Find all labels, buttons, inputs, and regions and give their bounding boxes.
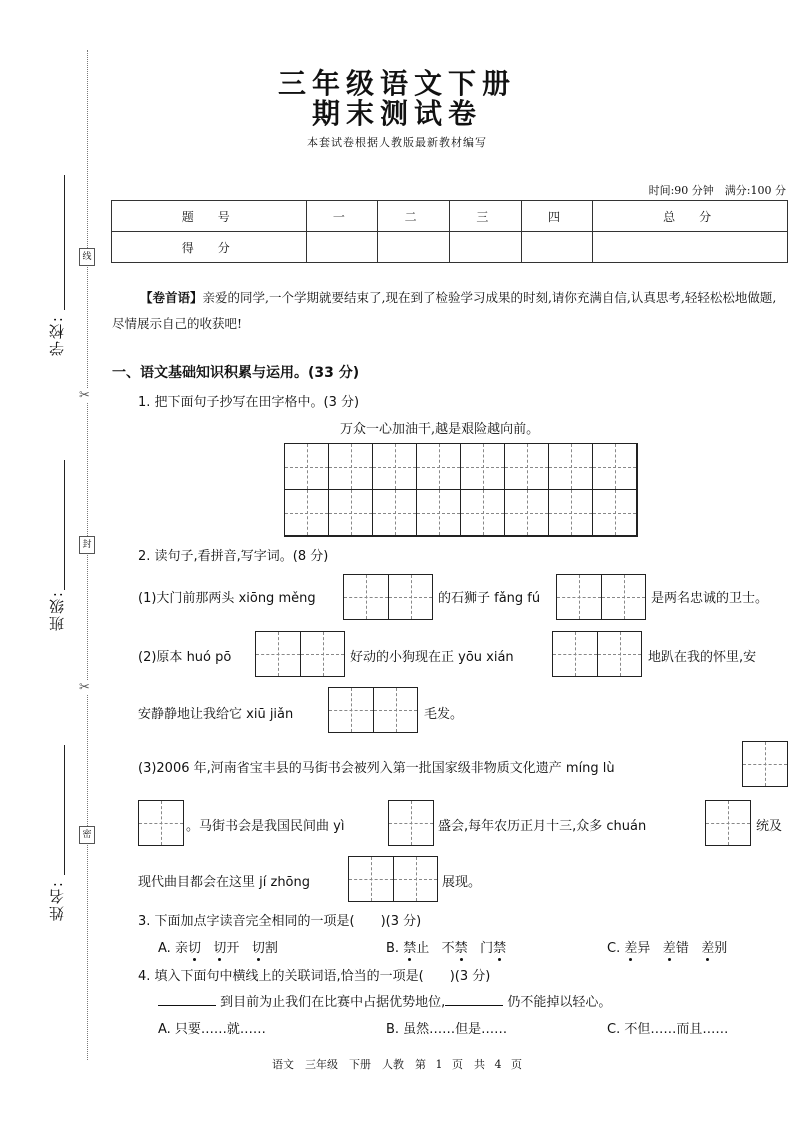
score-input-cell[interactable]	[449, 232, 521, 263]
table-cell: 三	[449, 201, 521, 232]
char: 开	[226, 941, 240, 956]
name-label: 姓名:	[48, 880, 66, 922]
pinyin: fǎng fú	[494, 591, 541, 606]
answer-box[interactable]	[705, 800, 751, 846]
answer-box[interactable]	[552, 631, 642, 677]
grid-cell[interactable]	[373, 444, 417, 490]
q4-option-b[interactable]: B. 虽然……但是……	[386, 1022, 508, 1037]
q2-line-3b: 毛发。	[424, 707, 464, 722]
option-letter: C.	[607, 941, 621, 956]
answer-box[interactable]	[328, 687, 418, 733]
grid-cell[interactable]	[549, 444, 593, 490]
text: 的石狮子	[438, 591, 495, 606]
table-cell: 题 号	[112, 201, 307, 232]
table-row	[112, 201, 788, 232]
text: 到目前为止我们在比赛中占据优势地位,	[216, 995, 446, 1010]
pinyin: xiū jiǎn	[246, 707, 294, 722]
q2-line-5b	[438, 815, 646, 834]
bind-word-xian: 线	[79, 248, 95, 266]
q2-line-1b	[438, 587, 540, 606]
page-footer: 语文 三年级 下册 人教 第 1 页 共 4 页	[272, 1058, 522, 1071]
char: 门	[480, 941, 494, 956]
section-title: 一、语文基础知识积累与运用。(33 分)	[112, 365, 360, 381]
q1-sentence: 万众一心加油干,越是艰险越向前。	[340, 422, 540, 437]
q4-stem: 4. 填入下面句中横线上的关联词语,恰当的一项是( )(3 分)	[138, 969, 491, 984]
q3-option-c[interactable]	[607, 937, 727, 956]
text: 安静静地让我给它	[138, 707, 247, 722]
dotted-char: 切	[187, 941, 201, 956]
q2-stem: 2. 读句子,看拼音,写字词。(8 分)	[138, 549, 329, 564]
q2-line-6b: 展现。	[442, 875, 482, 890]
pinyin: míng lù	[565, 761, 615, 776]
grid-cell[interactable]	[285, 490, 329, 536]
answer-box[interactable]	[138, 800, 184, 846]
q2-line-5	[186, 815, 344, 834]
grid-cell[interactable]	[329, 490, 373, 536]
q2-line-4	[138, 757, 615, 776]
page-title: 三年级语文下册	[277, 67, 516, 100]
pinyin: yōu xián	[458, 650, 514, 665]
fill-blank[interactable]	[445, 1005, 503, 1006]
text: 。马街书会是我国民间曲	[186, 819, 334, 834]
score-input-cell[interactable]	[521, 232, 593, 263]
bind-word-mi: 密	[79, 826, 95, 844]
preface-lead: 【卷首语】	[140, 290, 203, 305]
option-letter: A.	[158, 941, 171, 956]
q3-option-a[interactable]	[158, 937, 278, 956]
q2-line-3	[138, 703, 293, 722]
dotted-char: 切	[213, 941, 227, 956]
q4-sentence	[158, 991, 611, 1010]
answer-box[interactable]	[255, 631, 345, 677]
text: 仍不能掉以轻心。	[503, 995, 612, 1010]
text: 盛会,每年农历正月十三,众多	[438, 819, 607, 834]
pinyin: xiōng měng	[238, 591, 316, 606]
score-input-cell[interactable]	[378, 232, 450, 263]
grid-cell[interactable]	[417, 444, 461, 490]
binding-dotted-line	[87, 50, 88, 1060]
dotted-char: 差	[624, 941, 638, 956]
table-cell: 四	[521, 201, 593, 232]
subtitle: 本套试卷根据人教版最新教材编写	[307, 136, 487, 149]
grid-cell[interactable]	[549, 490, 593, 536]
char: 止	[416, 941, 430, 956]
text: 现代曲目都会在这里	[138, 875, 260, 890]
pinyin: jí zhōng	[259, 875, 311, 890]
scissors-icon: ✂	[79, 388, 90, 403]
exam-meta: 时间:90 分钟 满分:100 分	[648, 184, 786, 197]
q2-line-1	[138, 587, 316, 606]
text: (2)原本	[138, 650, 187, 665]
score-input-cell[interactable]	[593, 232, 788, 263]
char: 不	[441, 941, 455, 956]
text: 好动的小狗现在正	[350, 650, 459, 665]
answer-box[interactable]	[348, 856, 438, 902]
q4-option-c[interactable]: C. 不但……而且……	[607, 1022, 729, 1037]
char: 错	[675, 941, 689, 956]
grid-cell[interactable]	[417, 490, 461, 536]
scissors-icon: ✂	[79, 680, 90, 695]
grid-cell[interactable]	[461, 490, 505, 536]
dotted-char: 差	[662, 941, 676, 956]
q2-line-2b	[350, 646, 514, 665]
q3-stem: 3. 下面加点字读音完全相同的一项是( )(3 分)	[138, 914, 422, 929]
q2-line-1c: 是两名忠诚的卫士。	[651, 591, 769, 606]
q1-stem: 1. 把下面句子抄写在田字格中。(3 分)	[138, 395, 360, 410]
char: 亲	[174, 941, 188, 956]
q4-option-a[interactable]: A. 只要……就……	[158, 1022, 266, 1037]
pinyin: yì	[333, 819, 345, 834]
grid-cell[interactable]	[329, 444, 373, 490]
score-table	[111, 200, 788, 263]
page-title-2: 期末测试卷	[311, 97, 482, 130]
table-cell: 一	[306, 201, 378, 232]
char: 异	[637, 941, 651, 956]
bind-word-feng: 封	[79, 536, 95, 554]
answer-box[interactable]	[343, 574, 433, 620]
name-field[interactable]	[64, 745, 65, 875]
char: 割	[264, 941, 278, 956]
dotted-char: 切	[251, 941, 265, 956]
q2-line-2c: 地趴在我的怀里,安	[648, 650, 757, 665]
school-label: 学校:	[48, 315, 66, 357]
dotted-char: 禁	[403, 941, 417, 956]
q3-option-b[interactable]	[386, 937, 506, 956]
answer-box[interactable]	[556, 574, 646, 620]
pinyin: huó pō	[186, 650, 232, 665]
dotted-char: 禁	[493, 941, 507, 956]
grid-cell[interactable]	[505, 444, 549, 490]
preface-text: 亲爱的同学,一个学期就要结束了,现在到了检验学习成果的时刻,请你充满自信,认真思考,轻轻松松地做题,尽情展示自己的收获吧!	[112, 290, 777, 331]
q2-line-2	[138, 646, 231, 665]
char: 别	[714, 941, 728, 956]
grid-cell[interactable]	[593, 444, 637, 490]
dotted-char: 差	[701, 941, 715, 956]
pinyin: chuán	[606, 819, 647, 834]
table-cell: 二	[378, 201, 450, 232]
grid-cell[interactable]	[593, 490, 637, 536]
text: (3)2006 年,河南省宝丰县的马街书会被列入第一批国家级非物质文化遗产	[138, 761, 566, 776]
q2-line-5c: 统及	[756, 819, 783, 834]
grid-cell[interactable]	[505, 490, 549, 536]
dotted-char: 禁	[454, 941, 468, 956]
table-cell: 总 分	[593, 201, 788, 232]
answer-box[interactable]	[388, 800, 434, 846]
q2-line-6	[138, 871, 310, 890]
school-field[interactable]	[64, 175, 65, 310]
option-letter: B.	[386, 941, 400, 956]
preface	[112, 285, 788, 337]
grid-cell[interactable]	[285, 444, 329, 490]
class-field[interactable]	[64, 460, 65, 590]
score-input-cell[interactable]	[306, 232, 378, 263]
class-label: 班级:	[48, 590, 66, 632]
grid-cell[interactable]	[461, 444, 505, 490]
tianzige-grid[interactable]	[284, 443, 638, 537]
grid-cell[interactable]	[373, 490, 417, 536]
table-cell: 得 分	[112, 232, 307, 263]
text: (1)大门前那两头	[138, 591, 239, 606]
answer-box[interactable]	[742, 741, 788, 787]
fill-blank[interactable]	[158, 1005, 216, 1006]
table-row	[112, 232, 788, 263]
